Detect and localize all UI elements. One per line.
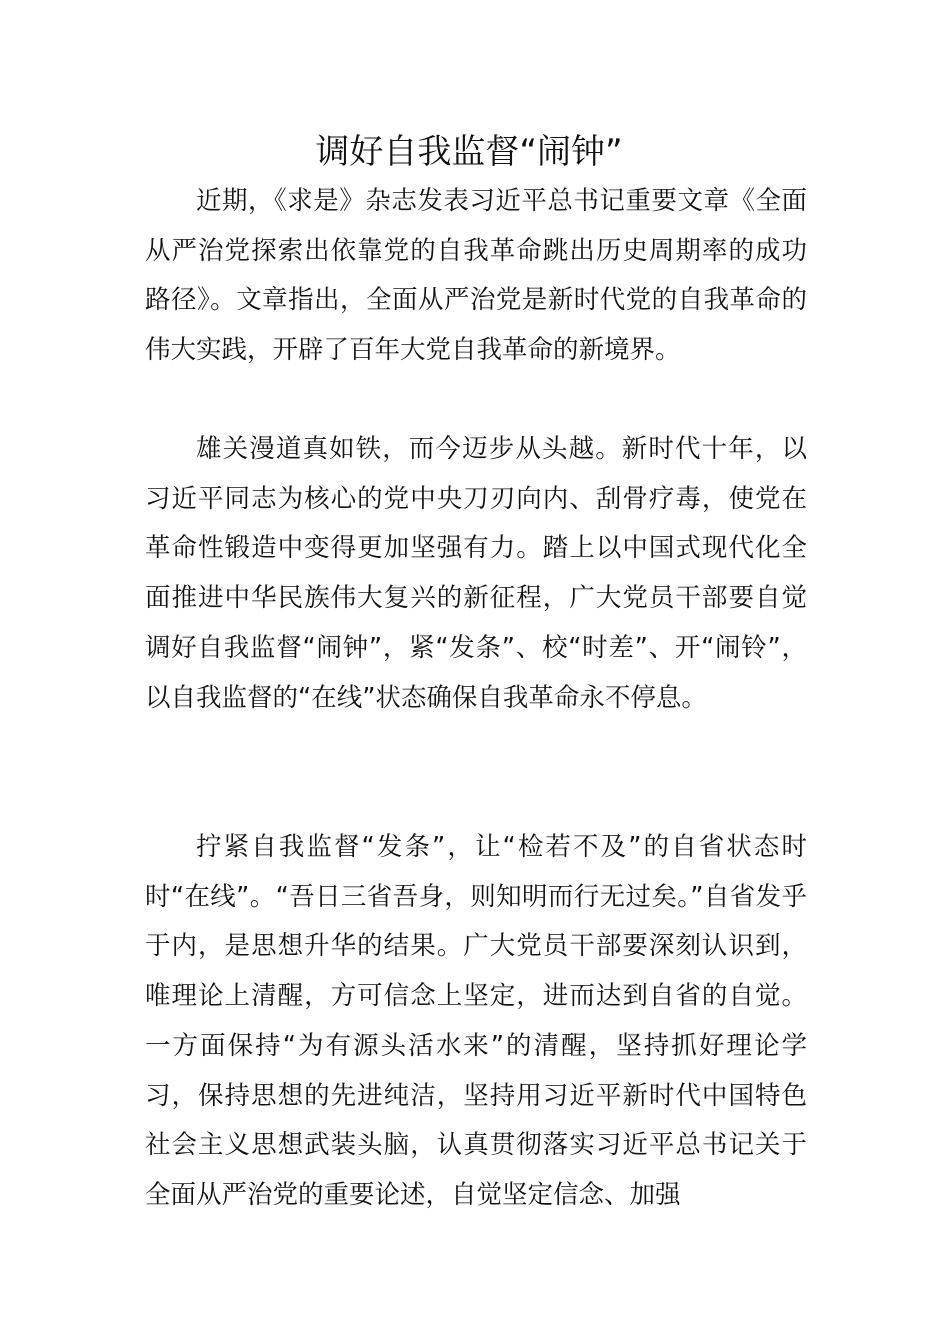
document-title: 调好自我监督“闹钟” bbox=[315, 132, 623, 172]
paragraph-1: 近期，《求是》杂志发表习近平总书记重要文章《全面从严治党探索出依靠党的自我革命跳出历史周期率的成功路径》。文章指出，全面从严治党是新时代党的自我革命的伟大实践，开辟了百年大党自我革命的新境界。 bbox=[145, 186, 807, 366]
paragraph-2: 雄关漫道真如铁，而今迈步从头越。新时代十年，以习近平同志为核心的党中央刀刃向内、刮骨疗毒，使党在革命性锻造中变得更加坚强有力。踏上以中国式现代化全面推进中华民族伟大复兴的新征程，广大党员干部要自觉调好自我监督“闹钟”，紧“发条”、校“时差”、开“闹铃”，以自我监督的“在线”状态确保自我革命永不停息。 bbox=[145, 434, 807, 713]
paragraph-3: 拧紧自我监督“发条”，让“检若不及”的自省状态时时“在线”。“吾日三省吾身，则知明而行无过矣。”自省发乎于内，是思想升华的结果。广大党员干部要深刻认识到，唯理论上清醒，方可信念上坚定，进而达到自省的自觉。一方面保持“为有源头活水来”的清醒，坚持抓好理论学习，保持思想的先进纯洁，坚持用习近平新时代中国特色社会主义思想武装头脑，认真贯彻落实习近平总书记关于全面从严治党的重要论述，自觉坚定信念、加强 bbox=[145, 832, 807, 1210]
